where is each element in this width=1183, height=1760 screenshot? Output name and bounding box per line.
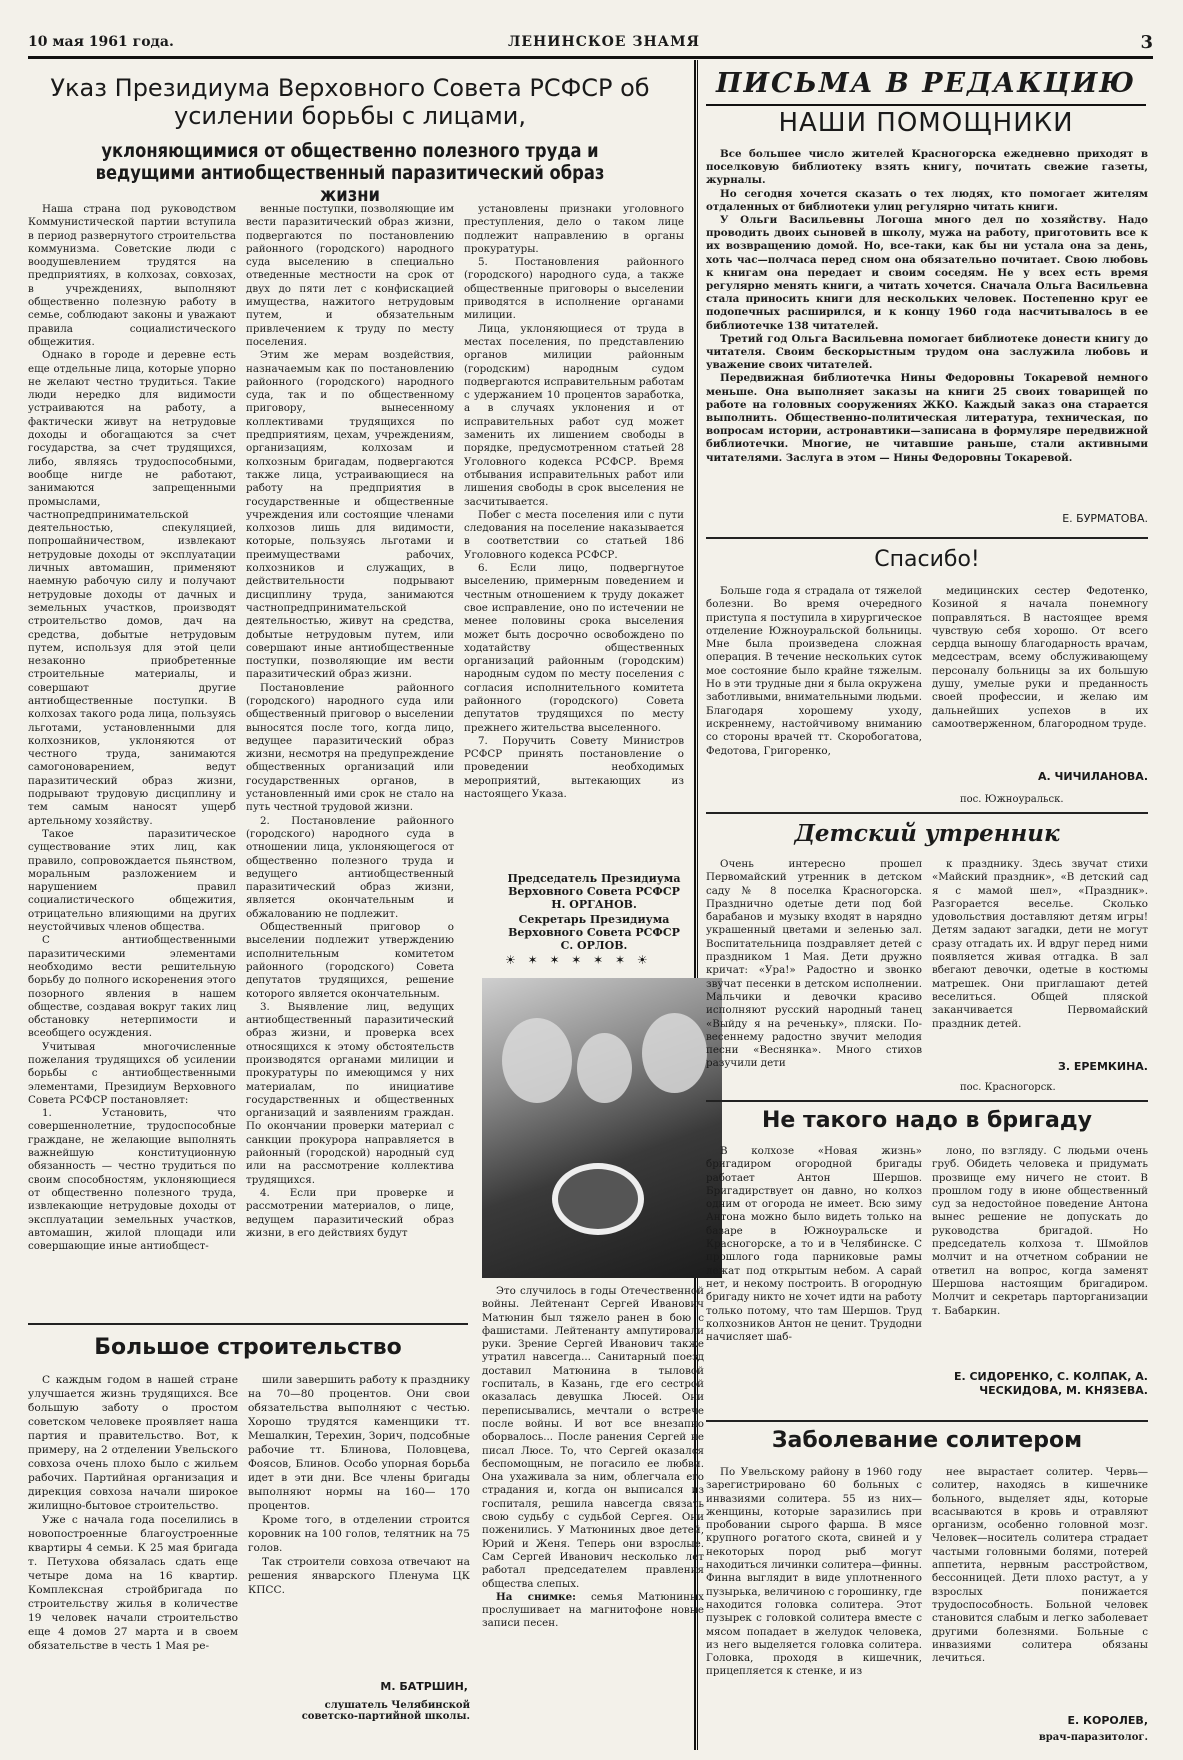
ukaz-subtitle: уклоняющимися от общественно полезного труда и ведущими антиобщественный паразитический образ жизни bbox=[95, 140, 605, 206]
pomoshniki-text bbox=[706, 148, 1148, 510]
stroy-paragraph: шили завершить работу к празднику на 70—80 процентов. Они свои обязательства выполняют с честью. Хорошо трудятся каменщики тт. Мешалкин, Терехин, Зорич, подсобные рабочие тт. Блинова, Половцева, Фоясов, Блинов. Особо упорная борьба идет в эти дни. Все члены бригады выполняют нормы на 160— 170 процентов. bbox=[248, 1374, 470, 1512]
ukaz-column-2 bbox=[246, 203, 454, 1318]
stroy-column-2 bbox=[248, 1373, 470, 1603]
pomoshniki-title: НАШИ ПОМОЩНИКИ bbox=[778, 108, 1074, 138]
photo-story-text bbox=[482, 1285, 704, 1725]
stroy-paragraph: Кроме того, в отделении строится коровник на 100 голов, телятник на 75 голов. bbox=[248, 1514, 470, 1554]
brigada-authors: Е. СИДОРЕНКО, С. КОЛПАК, А. ЧЕСКИДОВА, М. КНЯЗЕВА. bbox=[953, 1370, 1148, 1397]
ukaz-paragraph: Лица, уклоняющиеся от труда в местах поселения, по представлению органов милиции районным (городским) народным судом подвергаются исправительным работам с удержанием 10 процентов заработка, а в случаях уклонения и от исправительных работ суд может заменить их лишением свободы в порядке, предусмотренном статьей 28 Уголовного кодекса РСФСР. Время отбывания исправительных работ или лишения свободы в срок выселения не засчитывается. bbox=[464, 322, 684, 508]
stroy-paragraph: С каждым годом в нашей стране улучшается жизнь трудящихся. Все большую заботу о простом советском человеке проявляет наша партия и правительство. Вот, к примеру, на 2 отделении Увельского совхоза очень плохо было с жильем рабочих. Партийная организация и дирекция совхоза начали широкое жилищно-бытовое строительство. bbox=[28, 1374, 238, 1512]
ukaz-column-1 bbox=[28, 203, 236, 1318]
ukaz-paragraph: 3. Выявление лиц, ведущих антиобщественный паразитический образ жизни, и проверка всех относящихся к этому обстоятельств производятся органами милиции и прокуратуры по имеющимся у них материалам, по инициативе государственных и общественных организаций и заявлениям граждан. По окончании проверки материал с санкции прокурора направляется в районный (городской) народный суд или на рассмотрение коллектива трудящихся. bbox=[246, 1000, 454, 1186]
spasibo-place: пос. Южноуральск. bbox=[960, 794, 1064, 805]
brigada-text: лоно, по взгляду. С людьми очень груб. Обидеть человека и придумать прозвище ему ничего не стоит. В прошлом году в июне общественный суд за недостойное поведение Антона вынес решение не допускать до руководства бригадой. Но председатель колхоза т. Шмойлов молчит и на отчетном собрании не ответил на вопрос, когда заменят Шершова настоящим бригадиром. Молчит и секретарь парторганизации т. Бабаркин. bbox=[932, 1145, 1148, 1317]
soliter-title: Заболевание солитером bbox=[771, 1428, 1083, 1453]
spasibo-top-rule bbox=[706, 537, 1148, 539]
utrennik-text: к празднику. Здесь звучат стихи «Майский праздник», «В детский сад я с мамой шел», «Праздник». Разгорается веселье. Сколько удовольствия доставляют детям игры! Детям задают загадки, дети не могут сразу отгадать их. И вдруг перед ними появляется живая отгадка. В зал вбегают девочки, одетые в костюмы матрешек. Они приглашают детей веселиться. Общей пляской заканчивается Первомайский праздник детей. bbox=[932, 858, 1148, 1030]
ukaz-column-3 bbox=[464, 203, 684, 843]
ukaz-paragraph: Этим же мерам воздействия, назначаемым как по постановлению районного (городского) народного суда, так и по общественному приговору, вынесенному коллективами трудящихся по предприятиям, цехам, учреждениям, организациям, колхозам и колхозным бригадам, подвергаются также лица, устраивающиеся на работу на предприятия в государственные и общественные учреждения или состоящие членами колхозов лишь для видимости, которые, пользуясь льготами и преимуществами рабочих, колхозников и служащих, в действительности подрывают дисциплину труда, занимаются частнопредпринимательской деятельностью, живут на средства, добытые нетрудовым путем, или совершают иные антиобщественные поступки, позволяющие им вести паразитический образ жизни. bbox=[246, 349, 454, 681]
spasibo-title: Спасибо! bbox=[874, 547, 980, 572]
ukaz-paragraph: Такое паразитическое существование этих лиц, как правило, сопровождается пьянством, моральным разложением и нарушением правил социалистического общежития, отрицательно влияющими на других неустойчивых членов общества. bbox=[28, 827, 236, 934]
person-figure bbox=[642, 1013, 707, 1093]
utrennik-column-1 bbox=[706, 858, 922, 1098]
ukaz-paragraph: Общественный приговор о выселении подлежит утверждению исполнительным комитетом районного (городского) Совета депутатов трудящихся, решение которого является окончательным. bbox=[246, 921, 454, 1000]
utrennik-column-2 bbox=[932, 858, 1148, 1058]
stroy-top-rule bbox=[28, 1323, 468, 1325]
stroy-paragraph: Уже с начала года поселились в новопостроенные благоустроенные квартиры 4 семьи. К 25 мая бригада т. Петухова обязалась сдать еще четыре дома на 16 квартир. Комплексная стройбригада по строительству жилья в количестве 19 человек начали строительство еще 4 домов 27 марта и в своем обязательстве в честь 1 Мая ре- bbox=[28, 1514, 238, 1652]
spasibo-column-2 bbox=[932, 585, 1148, 785]
brigada-text: В колхозе «Новая жизнь» бригадиром огородной бригады работает Антон Шершов. Бригадирствует он давно, но колхоз одним от огорода не имеет. Всю зиму Антона можно было видеть только на базаре в Южноуральске и Красногорске, а то и в Челябинске. С прошлого года парниковые рамы лежат под открытым небом. А сарай нет, и некому построить. В огородную бригаду никто не хочет идти на работу только потому, что там Шершов. Труд колхозников Антон не ценит. Трудодни начисляет шаб- bbox=[706, 1145, 922, 1344]
brigada-column-1 bbox=[706, 1145, 922, 1445]
pomoshniki-paragraph: Но сегодня хочется сказать о тех людях, кто помогает жителям отдаленных от библиотеки улиц регулярно читать книги. bbox=[706, 187, 1148, 213]
ukaz-paragraph: 1. Установить, что совершеннолетние, трудоспособные граждане, не желающие выполнять важнейшую конституционную обязанность — честно трудиться по своим способностям, уклоняющиеся от общественно полезного труда, извлекающие нетрудовые доходы от эксплуатации земельных участков, автомашин, жилой площади или совершающие иные антиобщест- bbox=[28, 1107, 236, 1253]
pomoshniki-paragraph: У Ольги Васильевны Логоша много дел по хозяйству. Надо проводить двоих сыновей в школу, мужа на работу, приготовить все к их возвращению домой. Но, все-таки, как бы ни устала она за день, хоть час—полчаса перед сном она обязательно почитает. Свою любовь к книгам она передает и своим соседям. Не у всех есть время регулярно менять книги, а читать хочется. Сначала Ольга Васильевна стала приносить книги для нескольких человек. Постепенно круг ее подопечных расширился, и к концу 1960 года насчитывалось в ее библиотечке 138 читателей. bbox=[706, 214, 1148, 332]
stroy-column-1 bbox=[28, 1373, 238, 1748]
signature-chairman: Председатель Президиума Верховного Совета РСФСР Н. ОРГАНОВ. bbox=[507, 872, 681, 911]
person-figure bbox=[502, 1018, 572, 1103]
spasibo-column-1 bbox=[706, 585, 922, 807]
page-number: 3 bbox=[1140, 32, 1153, 53]
ukaz-paragraph: Постановление районного (городского) народного суда или общественный приговор о выселении выносятся после того, когда лицо, ведущее паразитический образ жизни, несмотря на предупреждение общественных организаций или государственных органов, в установленный ими срок не стало на путь честной трудовой жизни. bbox=[246, 681, 454, 814]
family-photo bbox=[482, 978, 722, 1278]
ukaz-paragraph: 6. Если лицо, подвергнутое выселению, примерным поведением и честным отношением к труду докажет свое исправление, оно по истечении не менее половины срока выселения может быть досрочно освобождено по ходатайству общественных организаций районным (городским) народным судом по месту поселения с согласия исполнительного комитета районного (городского) Совета депутатов трудящихся по месту прежнего жительства выселенного. bbox=[464, 562, 684, 734]
brigada-column-2 bbox=[932, 1145, 1148, 1360]
pomoshniki-author: Е. БУРМАТОВА. bbox=[1062, 512, 1148, 525]
photo-caption bbox=[482, 1591, 704, 1631]
stroy-author: М. БАТРШИН, bbox=[380, 1680, 468, 1693]
brigada-top-rule bbox=[706, 1100, 1148, 1102]
brigada-title: Не такого надо в бригаду bbox=[761, 1108, 1093, 1133]
spasibo-text: Больше года я страдала от тяжелой болезни. Во время очередного приступа я поступила в хирургическое отделение Южноуральской больницы. Мне была произведена сложная операция. В течение нескольких суток мое состояние было крайне тяжелым. Но в эти трудные дни я была окружена заботливыми, внимательными людьми. Благодаря хорошему уходу, искреннему, настойчивому вниманию со стороны врачей тт. Скоробогатова, Федотова, Григоренко, bbox=[706, 585, 922, 757]
spasibo-text: медицинских сестер Федотенко, Козиной я начала понемногу поправляться. В настоящее время чувствую себя хорошо. От всего сердца выношу благодарность врачам, медсестрам, всему обслуживающему персоналу больницы за их большую душу, умелые руки и преданность своей профессии, и желаю им дальнейших успехов в их самоотверженном, благородном труде. bbox=[932, 585, 1148, 730]
issue-date: 10 мая 1961 года. bbox=[28, 34, 174, 50]
newspaper-name: ЛЕНИНСКОЕ ЗНАМЯ bbox=[508, 34, 700, 50]
soliter-text: нее вырастает солитер. Червь—солитер, находясь в кишечнике больного, выделяет яды, которые всасываются в кровь и отравляют организм, особенно головной мозг. Человек—носитель солитера страдает частыми головными болями, потерей аппетита, нервным расстройством, бессонницей. Дети плохо растут, а у взрослых понижается трудоспособность. Больной человек становится слабым и легко заболевает другими болезнями. Больные с инвазиями солитера обязаны лечиться. bbox=[932, 1466, 1148, 1665]
ukaz-paragraph: венные поступки, позволяющие им вести паразитический образ жизни, подвергаются по постановлению районного (городского) народного суда выселению в специально отведенные местности на срок от двух до пяти лет с конфискацией имущества, нажитого нетрудовым путем, и обязательным привлечением к труду по месту поселения. bbox=[246, 203, 454, 348]
letters-rubric: ПИСЬМА В РЕДАКЦИЮ bbox=[715, 68, 1137, 99]
soliter-column-2 bbox=[932, 1466, 1148, 1696]
utrennik-top-rule bbox=[706, 812, 1148, 814]
photo-story-paragraph: Это случилось в годы Отечественной войны. Лейтенант Сергей Иванович Матюнин был тяжело ранен в бою с фашистами. Лейтенанту ампутировали руки. Зрение Сергей Иванович также утратил навсегда... Санитарный поезд доставил Матюнина в тыловой госпиталь, в Казань, где его сестрой оказалась девушка Люсей. Они переписывались, мечтали о встрече после войны. И вот все внезапно оборвалось... После ранения Сергей не писал Люсе. То, что Сергей оказался беспомощным, не погасило ее любви. Она ухаживала за ним, облегчала его страдания и, когда он выписался из госпиталя, решила навсегда связать свою судьбу с судьбой Сергея. Они поженились. У Матюниных двое детей, Юрий и Женя. Теперь они взрослые. Сам Сергей Иванович несколько лет работал председателем правления общества слепых. bbox=[482, 1285, 704, 1590]
utrennik-author: З. ЕРЕМКИНА. bbox=[1058, 1060, 1148, 1073]
signature-secretary: Секретарь Президиума Верховного Совета РСФСР С. ОРЛОВ. bbox=[508, 913, 680, 952]
soliter-column-1 bbox=[706, 1466, 922, 1750]
ukaz-paragraph: 7. Поручить Совету Министров РСФСР принять постановление о проведении необходимых мероприятий, вытекающих из настоящего Указа. bbox=[464, 734, 684, 801]
utrennik-title: Детский утренник bbox=[794, 820, 1060, 847]
utrennik-text: Очень интересно прошел Первомайский утренник в детском саду № 8 поселка Красногорска. Празднично одетые дети под бой барабанов и музыку входят в нарядно украшенный цветами и зеленью зал. Воспитательница поздравляет детей с праздником 1 Мая. Дети дружно кричат: «Ура!» Радостно и звонко звучат песенки в детском исполнении. Мальчики и девочки красиво исполняют русский народный танец «Выйду я на реченьку», пляски. По-весеннему радостно звучит мелодия песни «Веснянка». Много стихов разучили дети bbox=[706, 858, 922, 1070]
masthead bbox=[28, 32, 1153, 59]
separator-stars: ☀ ✶ ✶ ✶ ✶ ✶ ☀ bbox=[505, 953, 652, 967]
person-figure bbox=[577, 1033, 632, 1103]
ukaz-paragraph: 4. Если при проверке и рассмотрении материалов, о лице, ведущем паразитический образ жизни, в его действиях будут bbox=[246, 1186, 454, 1239]
ukaz-paragraph: 2. Постановление районного (городского) народного суда в отношении лица, уклоняющегося от общественно полезного труда и ведущего антиобщественный паразитический образ жизни, является окончательным и обжалованию не подлежит. bbox=[246, 814, 454, 920]
rubric-underline bbox=[706, 104, 1146, 106]
spasibo-author: А. ЧИЧИЛАНОВА. bbox=[1038, 770, 1148, 783]
ukaz-paragraph: Побег с места поселения или с пути следования на поселение наказывается в соответствии со статьей 186 Уголовного кодекса РСФСР. bbox=[464, 508, 684, 561]
stroy-paragraph: Так строители совхоза отвечают на решения январского Пленума ЦК КПСС. bbox=[248, 1556, 470, 1596]
stroy-title: Большое строительство bbox=[94, 1335, 402, 1360]
ukaz-paragraph: Однако в городе и деревне есть еще отдельные лица, которые упорно не желают честно трудиться. Такие люди нередко для видимости устраиваются на работу, а фактически живут на нетрудовые доходы и обогащаются за счет государства, за счет трудящихся, либо, являясь трудоспособными, вообще нигде не работают, занимаются запрещенными промыслами, частнопредпринимательской деятельностью, спекуляцией, попрошайничеством, извлекают нетрудовые доходы от эксплуатации личных автомашин, применяют наемную рабочую силу и получают нетрудовые доходы от дачных и земельных участков, производят строительство домов, дач на средства, добытые нетрудовым путем, используя для этой цели незаконно приобретенные строительные материалы, и совершают другие антиобщественные поступки. В колхозах такого рода лица, пользуясь льготами, установленными для колхозников, уклоняются от честного труда, занимаются самогоноварением, ведут паразитический образ жизни, подрывают трудовую дисциплину и тем самым наносят ущерб артельному хозяйству. bbox=[28, 349, 236, 827]
ukaz-paragraph: 5. Постановления районного (городского) народного суда, а также общественные приговоры о выселении приводятся в исполнение органами милиции. bbox=[464, 256, 684, 322]
caption-text: семья Матюниных прослушивает на магнитофоне новые записи песен. bbox=[482, 1590, 704, 1630]
ukaz-paragraph: Наша страна под руководством Коммунистической партии вступила в период развернутого строительства коммунизма. Советские люди с воодушевлением трудятся на предприятиях, в колхозах, совхозах, в учреждениях, выполняют общественно полезную работу в семье, соблюдают законы и уважают правила социалистического общежития. bbox=[28, 203, 236, 348]
soliter-author: Е. КОРОЛЕВ, bbox=[1067, 1714, 1148, 1727]
ukaz-paragraph: установлены признаки уголовного преступления, дело о таком лице подлежит направлению в органы прокуратуры. bbox=[464, 203, 684, 255]
pomoshniki-paragraph: Передвижная библиотечка Нины Федоровны Токаревой немного меньше. Она выполняет заказы на книги 25 своих товарищей по работе на головных сооружениях ЖКО. Каждый заказ она старается выполнить. Общественно-политическая литература, техническая, по вопросам истории, астронавтики—записана в формуляре передвижной библиотечки. Многие, не читавшие раньше, стали активными читателями. Заслуга в этом — Нины Федоровны Токаревой. bbox=[706, 372, 1148, 464]
tape-reel bbox=[552, 1163, 644, 1235]
ukaz-title: Указ Президиума Верховного Совета РСФСР об усилении борьбы с лицами, bbox=[50, 74, 650, 130]
soliter-author-role: врач-паразитолог. bbox=[1038, 1732, 1148, 1743]
pomoshniki-paragraph: Все большее число жителей Красногорска ежедневно приходят в поселковую библиотеку взять книгу, почитать свежие газеты, журналы. bbox=[706, 148, 1148, 187]
caption-label: На снимке: bbox=[496, 1590, 576, 1603]
soliter-top-rule bbox=[706, 1420, 1148, 1422]
utrennik-place: пос. Красногорск. bbox=[960, 1082, 1056, 1093]
soliter-text: По Увельскому району в 1960 году зарегистрировано 60 больных с инвазиями солитера. 55 из них—женщины, которые заразились при пробовании сырого фарша. В мясе крупного рогатого скота, свиней и у некоторых пород рыб могут находиться личинки солитера—финны. Финна выглядит в виде уплотненного пузырька, величиною с горошинку, где находится головка солитера. Этот пузырек с головкой солитера вместе с мясом попадает в желудок человека, из него выделяется головка солитера. Головка, проходя в кишечник, прицепляется к стенке, и из bbox=[706, 1466, 922, 1678]
pomoshniki-paragraph: Третий год Ольга Васильевна помогает библиотеке донести книгу до читателя. Своим бескорыстным трудом она заслужила любовь и уважение своих читателей. bbox=[706, 332, 1148, 372]
ukaz-paragraph: Учитывая многочисленные пожелания трудящихся об усилении борьбы с антиобщественными элементами, Президиум Верховного Совета РСФСР постановляет: bbox=[28, 1040, 236, 1106]
ukaz-paragraph: С антиобщественными паразитическими элементами необходимо вести решительную борьбу до полного искоренения этого позорного явления в нашем обществе, создавая вокруг таких лиц обстановку нетерпимости и всеобщего осуждения. bbox=[28, 934, 236, 1040]
stroy-author-role: слушатель Челябинской советско-партийной школы. bbox=[301, 1700, 470, 1722]
